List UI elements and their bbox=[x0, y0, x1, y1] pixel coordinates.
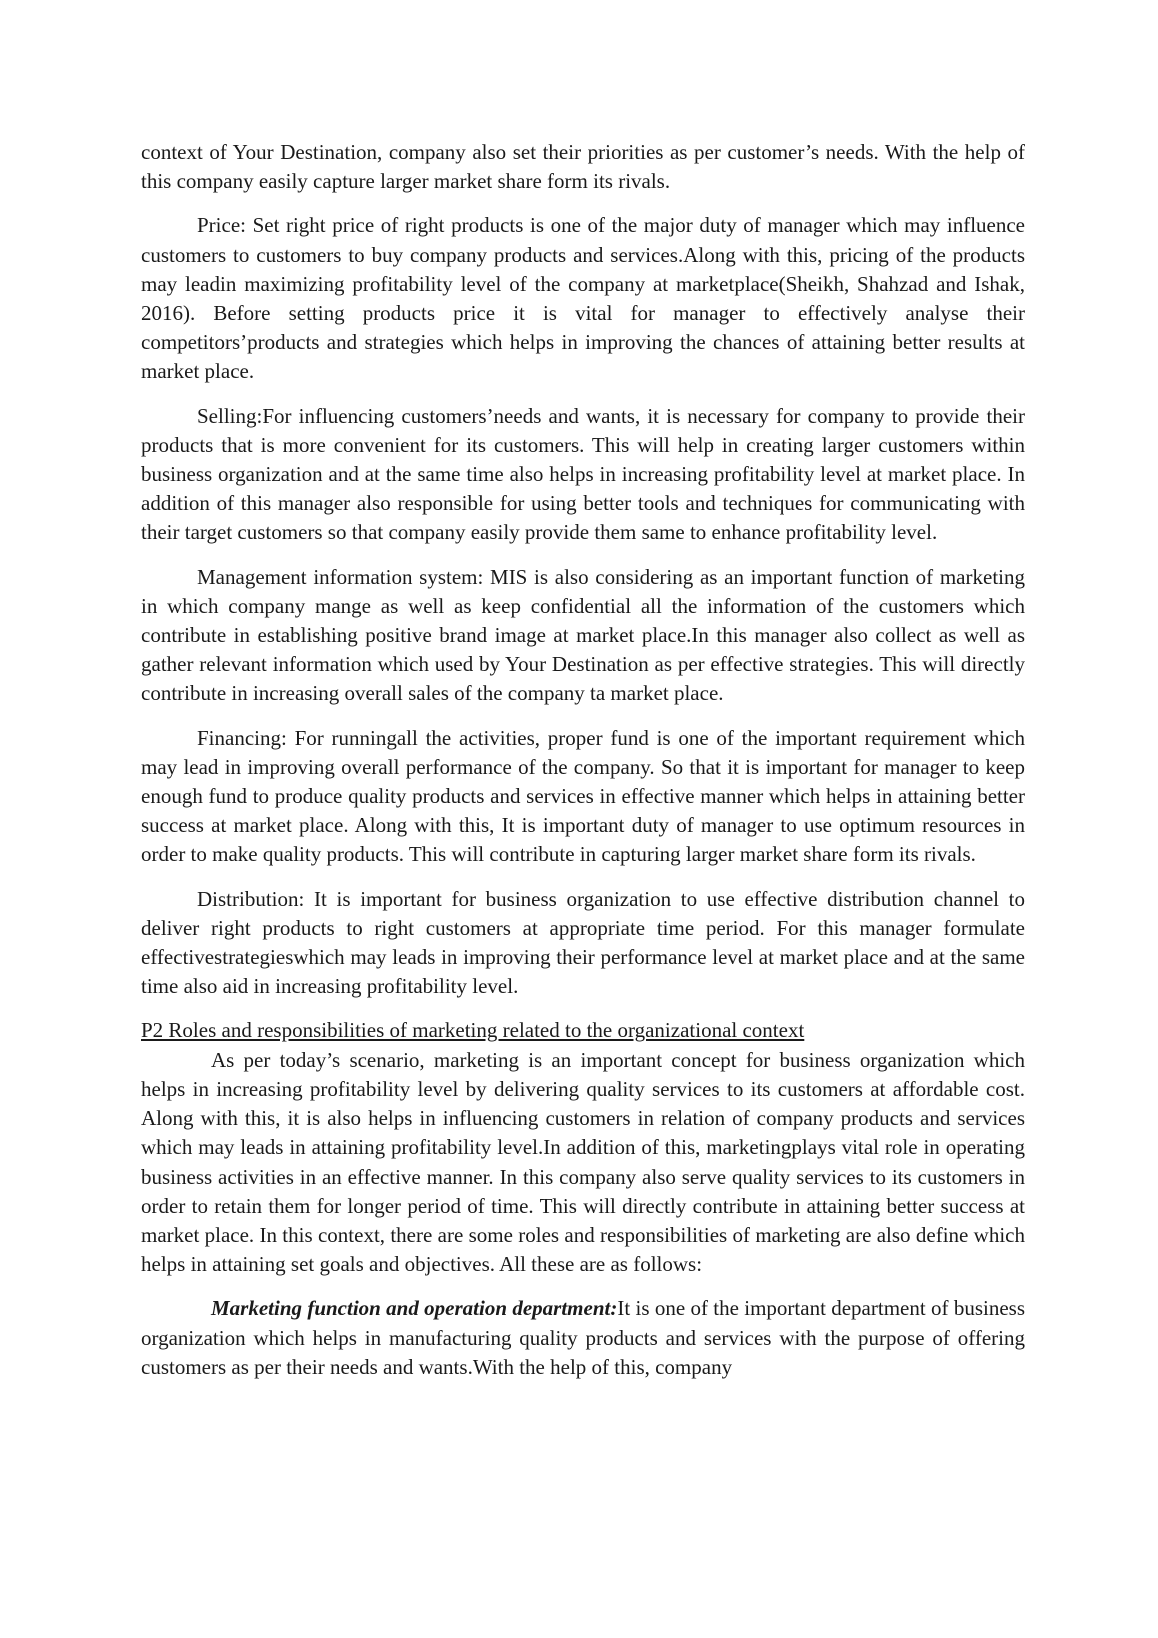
paragraph-selling: Selling:For influencing customers’needs and wants, it is necessary for company to provide their products that is more convenient for its customers. This will help in creating larger customers within business organization and at the same time also helps in increasing profitability level at market place. In addition of this manager also responsible for using better tools and techniques for communicating with their target customers so that company easily provide them same to enhance profitability level. bbox=[141, 403, 1025, 545]
paragraph-mis: Management information system: MIS is also considering as an important function of marketing in which company mange as well as keep confidential all the information of the customers which contribute in establishing positive brand image at market place.In this manager also collect as well as gather relevant information which used by Your Destination as per effective strategies. This will directly contribute in increasing overall sales of the company ta market place. bbox=[141, 564, 1025, 706]
paragraph-price: Price: Set right price of right products is one of the major duty of manager which may influence customers to customers to buy company products and services.Along with this, pricing of the products may leadin maximizing profitability level of the company at marketplace(Sheikh, Shahzad and Ishak, 2016). Before setting products price it is vital for manager to effectively analyse their competitors’products and strategies which helps in improving the chances of attaining better results at market place. bbox=[141, 213, 1025, 384]
paragraph-marketing-function-lead: Marketing function and operation department: bbox=[211, 1296, 618, 1321]
paragraph-roles-intro: As per today’s scenario, marketing is an important concept for business organization which helps in increasing profitability level by delivering quality services to its customers at affordable cost. Along with this, it is also helps in influencing customers in relation of company products and services which may leads in attaining profitability level.In addition of this, marketingplays vital role in operating business activities in an effective manner. In this company also serve quality services to its customers in order to retain them for longer period of time. This will directly contribute in attaining better success at market place. In this context, there are some roles and responsibilities of marketing are also define which helps in attaining set goals and objectives. All these are as follows: bbox=[141, 1047, 1025, 1277]
paragraph-marketing-function bbox=[141, 1294, 1025, 1382]
section-heading-p2: P2 Roles and responsibilities of marketing related to the organizational context bbox=[141, 1018, 805, 1043]
paragraph-marketing-function-body: It is one of the important department of business organization which helps in manufacturing quality products and services with the purpose of offering customers as per their needs and wants.With the help of this, company bbox=[141, 1296, 1025, 1379]
document-page bbox=[141, 138, 1025, 1397]
paragraph-continuation: context of Your Destination, company also set their priorities as per customer’s needs. With the help of this company easily capture larger market share form its rivals. bbox=[141, 140, 1025, 194]
paragraph-distribution: Distribution: It is important for business organization to use effective distribution channel to deliver right products to right customers at appropriate time period. For this manager formulate effectivestrategieswhich may leads in improving their performance level at market place and at the same time also aid in increasing profitability level. bbox=[141, 886, 1025, 999]
paragraph-financing: Financing: For runningall the activities, proper fund is one of the important requirement which may lead in improving overall performance of the company. So that it is important for manager to keep enough fund to produce quality products and services in effective manner which helps in attaining better success at market place. Along with this, It is important duty of manager to use optimum resources in order to make quality products. This will contribute in capturing larger market share form its rivals. bbox=[141, 725, 1025, 867]
